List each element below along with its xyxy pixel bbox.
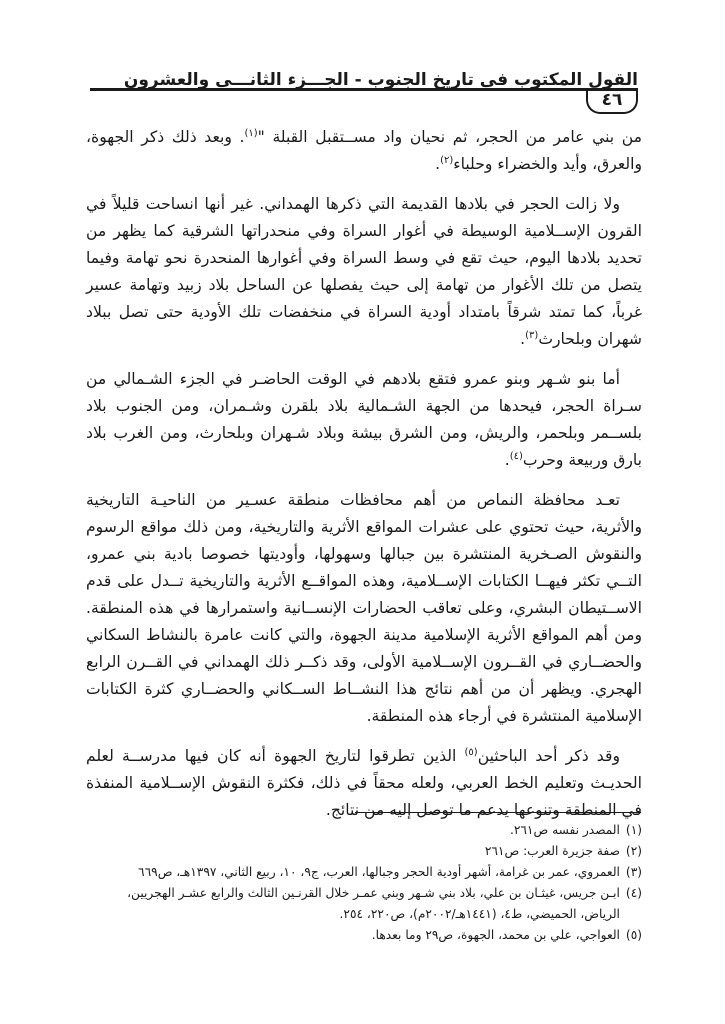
footnote-ref-2: (٢): [440, 154, 454, 166]
footnote-number: (٢): [625, 844, 642, 858]
footnote-3: [86, 862, 642, 883]
footnote-1: [86, 820, 642, 841]
page-number: ٤٦: [586, 88, 638, 114]
footnote-ref-3: (٣): [525, 329, 539, 341]
footnote-text: صفة جزيرة العرب: ص٢٦١: [484, 844, 620, 858]
footnote-4: [86, 883, 642, 925]
page-header: [90, 60, 638, 116]
footnote-ref-4: (٤): [509, 450, 523, 462]
footnote-number: (٣): [625, 865, 642, 879]
footnote-text: العمروي، عمر بن غرامة، أشهر أودية الحجر وجبالها، العرب، ج٩، ١٠، ربيع الثاني، ١٣٩٧هـ، ص٦٦٩: [138, 865, 620, 879]
paragraph-5: وقد ذكر أحد الباحثين$^{(٥)}$ الذين تطرقوا لتاريخ الجهوة أنه كان فيها مدرســة لعلم الحديـث وتعليم الخط العربي، ولعله محقاً في ذلك، فكثرة النقوش الإســلامية المنفذة في المنطقة وتنوعها يدعم ما توصل إليه من نتائج.: [86, 746, 642, 819]
running-title: القول المكتوب في تاريخ الجنوب - الجـــزء الثانـــي والعشرون: [123, 70, 638, 90]
footnotes: [86, 820, 642, 946]
footnote-text: العواجي، علي بن محمد، الجهوة، ص٢٩ وما بعدها.: [371, 928, 620, 942]
paragraph-3: أما بنو شـهر وبنو عمرو فتقع بلادهم في الوقت الحاضـر في الجزء الشـمالي من سـراة الحجر، فيحدها من الجهة الشـمالية بلاد بلقرن وشـمران، ومن الجنوب بلاد بلســمر وبلحمر، والريش، ومن الشرق بيشة وبلاد شـهران وبلحارث، ومن الغرب بلاد بارق وربيعة وحرب$^{(٤)}$.: [86, 370, 642, 469]
footnote-ref-5: (٥): [464, 746, 478, 758]
footnote-2: [86, 841, 642, 862]
footnote-5: [86, 925, 642, 946]
paragraph-2: ولا زالت الحجر في بلادها القديمة التي ذكرها الهمداني. غير أنها انساحت قليلاً في القرون الإســلامية الوسيطة في أغوار السراة وفي منحدراتها الشرقية كما يظهر من تحديد بلادها اليوم، حيث تقع في وسط السراة وفي أغوارها المنحدرة نحو تهامة وفيما يتصل من تلك الأغوار من تهامة إلى حيث يفصلها عن الساحل بلاد زبيد وتهامة عسير غرباً، كما تمتد شرقاً بامتداد أودية السراة في منخفضات تلك الأودية حتى تصل ببلاد شهران وبلحارث$^{(٣)}$.: [86, 195, 642, 348]
footnote-text: ابـن جريس، غيثـان بن علي، بلاد بني شـهر وبني عمـر خلال القرنـين الثالث والرابع عشـر الهجريين، الرياض، الحميضي، ط٤، (١٤٤١هـ/٢٠٠٢م)، ص٢٢٠، ٢٥٤.: [127, 886, 620, 921]
footnote-text: المصدر نفسه ص٢٦١.: [509, 823, 620, 837]
header-rule: [90, 88, 638, 91]
footnote-number: (١): [625, 823, 642, 837]
body-text: [86, 124, 642, 837]
paragraph-4: تعـد محافظة النماص من أهم محافظات منطقة عسـير من الناحيـة التاريخية والأثرية، حيث تحتوي على عشرات المواقع الأثرية والتاريخية، ومن ذلك مواقع الرسوم والنقوش الصـخرية المنتشرة بين جبالها وسهولها، وأوديتها خصوصا بادية بني عمرو، التــي تكثر فيهــا الكتابات الإســلامية، وهذه المواقــع الأثرية والتاريخية تــدل على قدم الاســتيطان البشري، وعلى تعاقب الحضارات الإنســانية واستمرارها في هذه المنطقة. ومن أهم المواقع الأثرية الإسلامية مدينة الجهوة، والتي كانت عامرة بالنشاط السكاني والحضــاري في القــرون الإســلامية الأولى، وقد ذكــر ذلك الهمداني في القــرن الرابع الهجري. ويظهر أن من أهم نتائج هذا النشــاط الســكاني والحضــاري كثرة الكتابات الإسلامية المنتشرة في أرجاء هذه المنطقة.: [86, 491, 642, 725]
footnote-separator: [355, 812, 641, 813]
footnote-ref-1: (١): [244, 127, 258, 139]
footnote-number: (٤): [625, 886, 642, 900]
paragraph-1: من بني عامر من الحجر، ثم نحيان واد مســتقبل القبلة "$^{(١)}$. وبعد ذلك ذكر الجهوة، والعرق، وأيد والخضراء وحلباء$^{(٢)}$.: [86, 127, 642, 173]
footnote-number: (٥): [625, 928, 642, 942]
